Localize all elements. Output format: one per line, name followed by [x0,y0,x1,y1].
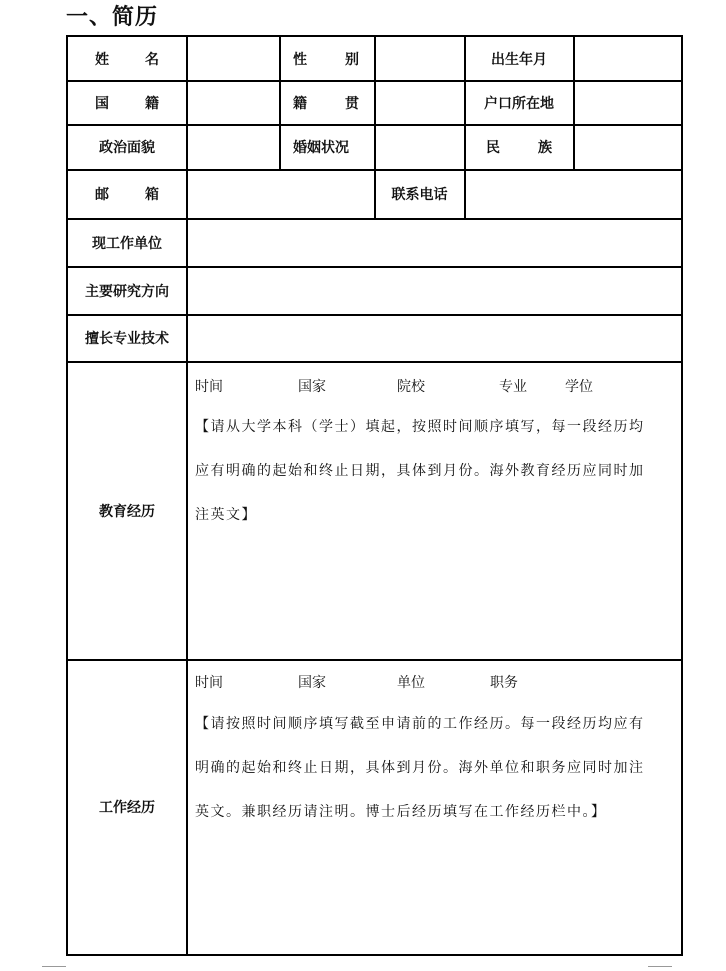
gender-field[interactable] [375,37,464,80]
work-note-line: 英文。兼职经历请注明。博士后经历填写在工作经历栏中。】 [195,804,607,820]
education-note-line: 注英文】 [195,507,257,523]
ethnicity-field[interactable] [574,125,681,169]
page-corner-mark [648,966,672,971]
marital-status-field[interactable] [375,125,464,169]
label-political-status: 政治面貌 [99,140,155,156]
nationality-field[interactable] [187,81,279,124]
label-ethnicity: 民 族 [486,140,552,156]
native-place-field[interactable] [375,81,464,124]
education-col-time: 时间 [195,379,223,395]
label-education: 教育经历 [99,503,155,520]
work-col-time: 时间 [195,675,223,691]
label-phone: 联系电话 [391,187,448,203]
employer-field[interactable] [187,219,681,266]
label-employer: 现工作单位 [92,235,162,252]
birth-field[interactable] [574,37,681,80]
work-col-employer: 单位 [397,675,425,691]
work-col-country: 国家 [298,675,326,691]
page-corner-mark [42,966,66,971]
resume-form [66,35,683,956]
education-col-country: 国家 [298,379,326,395]
education-instructions [195,405,645,537]
email-field[interactable] [187,170,374,218]
label-work: 工作经历 [99,800,155,816]
work-field[interactable] [187,660,681,954]
label-native-place: 籍 贯 [293,95,359,112]
education-note-line: 应有明确的起始和终止日期，具体到月份。海外教育经历应同时加 [195,463,645,479]
work-col-position: 职务 [490,675,518,691]
education-col-school: 院校 [397,379,425,395]
label-name: 姓 名 [95,51,159,68]
work-note-line: 明确的起始和终止日期，具体到月份。海外单位和职务应同时加注 [195,760,645,776]
education-note-line: 【请从大学本科（学士）填起，按照时间顺序填写，每一段经历均 [195,419,645,435]
education-col-degree: 学位 [565,379,593,395]
label-skills: 擅长专业技术 [85,331,169,347]
label-gender: 性 别 [293,51,359,68]
label-nationality: 国 籍 [95,95,159,112]
name-field[interactable] [187,37,279,80]
phone-field[interactable] [465,170,681,218]
work-instructions [195,702,645,834]
political-status-field[interactable] [187,125,279,169]
section-heading: 一、简历 [66,5,159,30]
label-research: 主要研究方向 [85,283,169,300]
label-birth: 出生年月 [491,51,547,68]
label-email: 邮 箱 [95,187,159,203]
label-marital-status: 婚姻状况 [293,140,349,156]
hukou-field[interactable] [574,81,681,124]
label-hukou: 户口所在地 [484,95,554,112]
skills-field[interactable] [187,315,681,361]
work-note-line: 【请按照时间顺序填写截至申请前的工作经历。每一段经历均应有 [195,716,645,732]
research-field[interactable] [187,267,681,314]
education-col-major: 专业 [499,379,527,395]
education-field[interactable] [187,362,681,659]
